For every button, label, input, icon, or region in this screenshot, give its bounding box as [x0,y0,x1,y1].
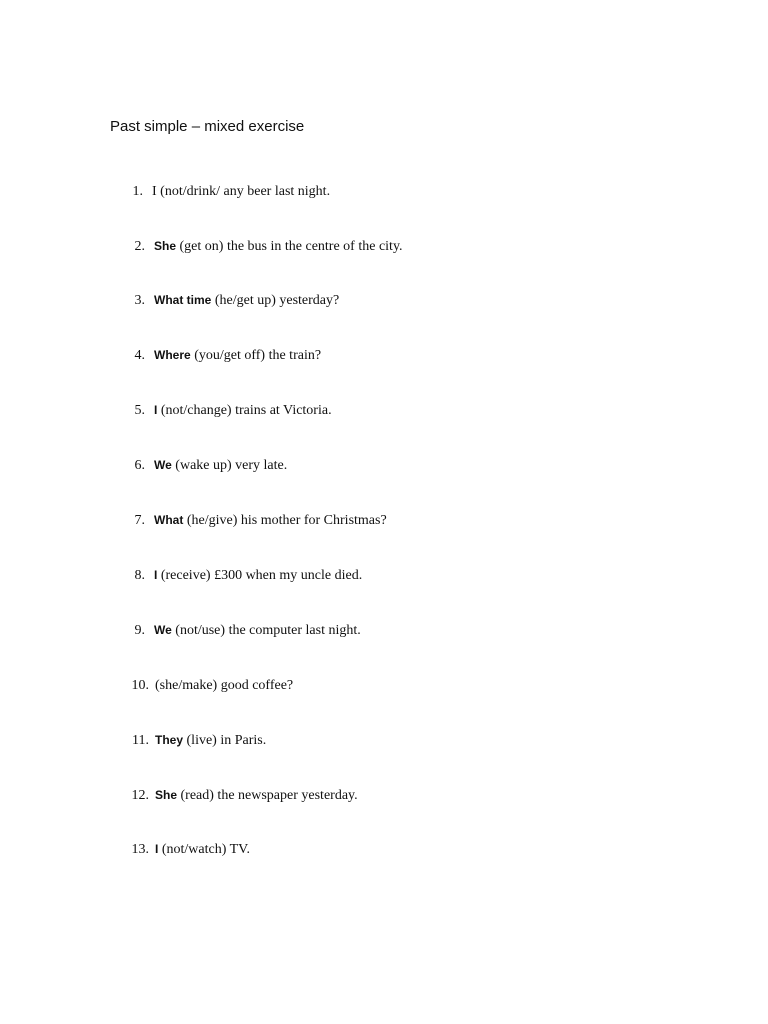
list-item [0,346,321,365]
item-number: 11. [132,733,149,748]
item-number: 9. [134,623,145,638]
item-number: 2. [134,239,145,254]
item-number: 13. [131,842,149,857]
item-text: (you/get off) the train? [190,348,322,363]
item-text: I (not/drink/ any beer last night. [152,184,331,199]
item-subject: We [154,623,172,637]
list-item [0,731,266,750]
item-number: 8. [134,568,145,583]
list-item [0,401,332,420]
item-text: (not/use) the computer last night. [171,623,361,638]
list-item [0,291,339,310]
item-number: 12. [131,788,149,803]
item-subject: They [155,733,184,747]
item-number: 6. [134,458,145,473]
list-item [0,840,250,859]
item-text: (read) the newspaper yesterday. [177,788,358,803]
list-item [0,182,330,201]
list-item [0,237,403,256]
page-title: Past simple – mixed exercise [110,118,305,135]
item-subject: I [154,403,158,417]
item-text: (wake up) very late. [171,458,288,473]
list-item [0,456,287,475]
list-item [0,566,362,585]
item-number: 1. [132,184,143,199]
item-number: 3. [134,293,145,308]
item-text: (she/make) good coffee? [155,678,294,693]
item-text: (not/watch) TV. [158,842,250,857]
item-subject: What [154,513,184,527]
item-subject: I [154,568,158,582]
item-subject: What time [154,293,212,307]
list-item [0,676,293,695]
item-subject: Where [154,348,191,362]
list-item [0,621,361,640]
item-number: 5. [134,403,145,418]
item-text: (receive) £300 when my uncle died. [157,568,363,583]
item-subject: We [154,458,172,472]
item-number: 4. [134,348,145,363]
list-item [0,511,387,530]
item-text: (he/give) his mother for Christmas? [183,513,387,528]
item-number: 10. [131,678,149,693]
item-subject: She [155,788,178,802]
item-text: (live) in Paris. [183,733,267,748]
item-subject: I [155,842,159,856]
item-text: (get on) the bus in the centre of the city. [176,239,403,254]
item-text: (he/get up) yesterday? [211,293,340,308]
item-number: 7. [134,513,145,528]
item-text: (not/change) trains at Victoria. [157,403,332,418]
item-subject: She [154,239,177,253]
list-item [0,786,358,805]
